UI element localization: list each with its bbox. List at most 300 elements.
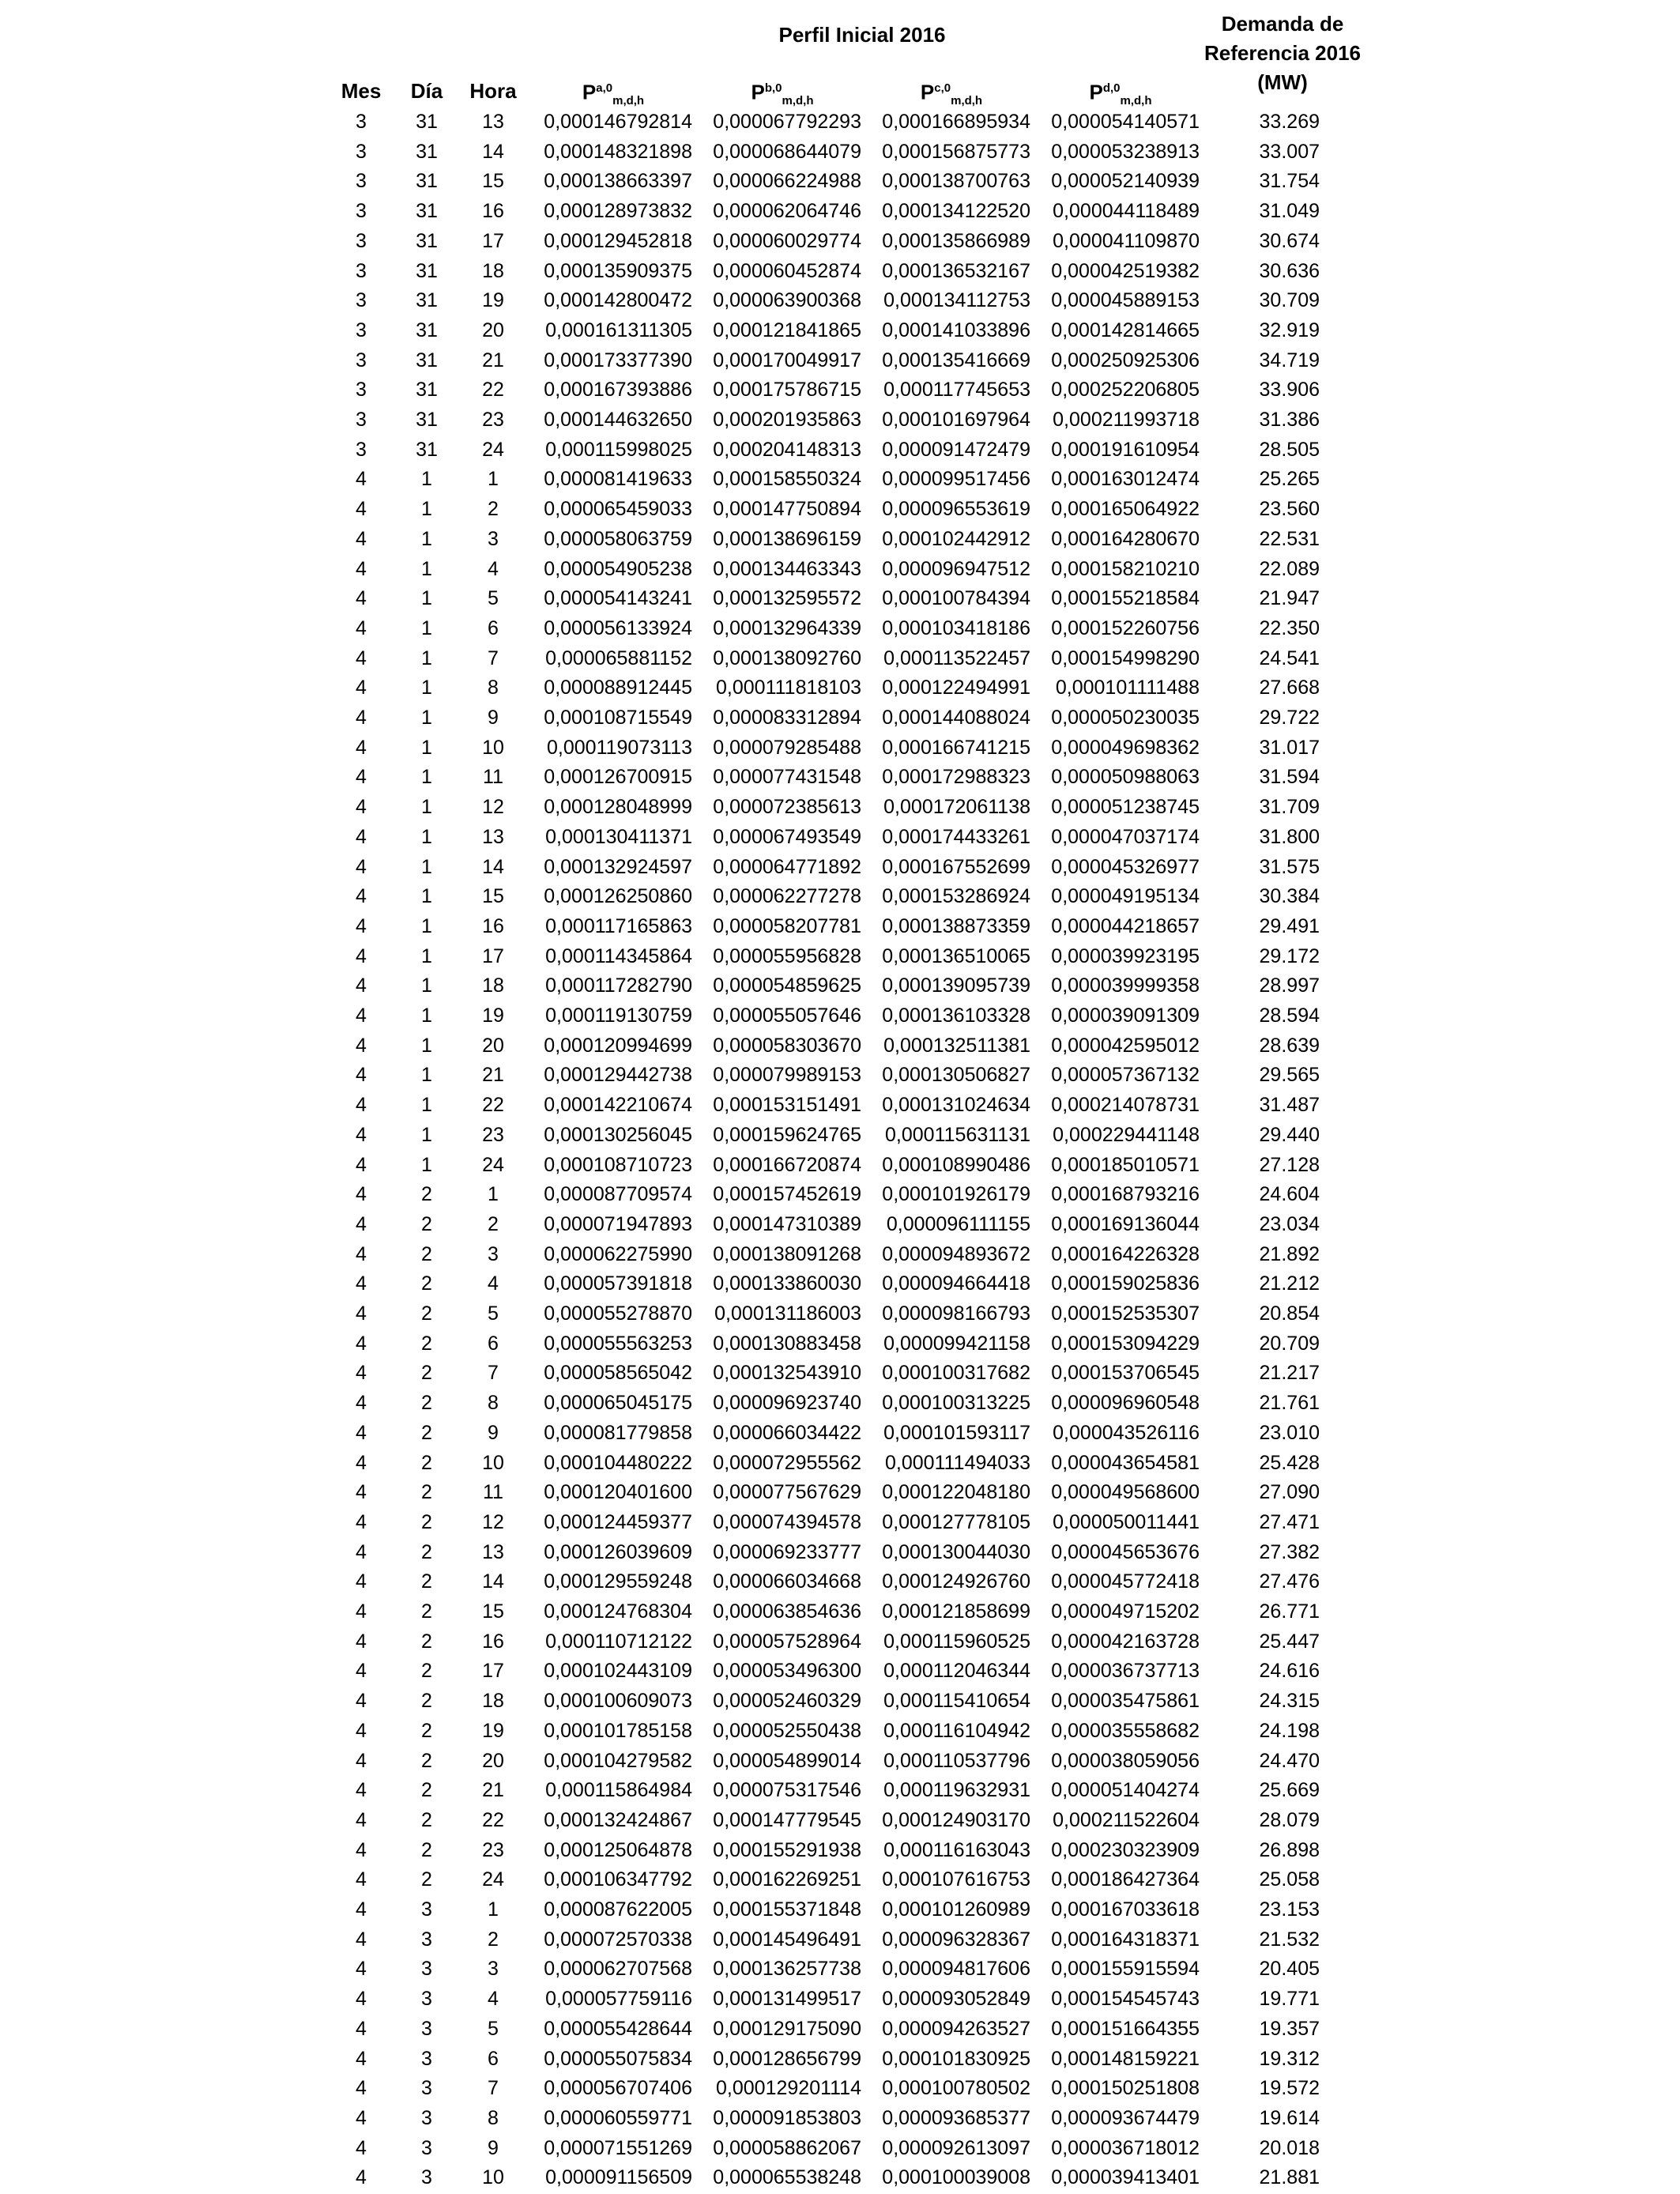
cell-hora: 10 [482, 1451, 504, 1474]
cell-hora: 7 [488, 647, 499, 669]
table-row [0, 227, 1680, 257]
cell-dia: 3 [421, 1928, 432, 1951]
cell-pb: 0,000060452874 [713, 259, 861, 282]
cell-hora: 8 [488, 2106, 499, 2129]
cell-pd: 0,000051404274 [1051, 1779, 1200, 1802]
cell-demanda: 19.771 [1259, 1988, 1320, 2011]
cell-pc: 0,000096328367 [882, 1928, 1030, 1951]
cell-pd: 0,000163012474 [1051, 468, 1200, 491]
cell-pd: 0,000039923195 [1051, 944, 1200, 967]
cell-demanda: 27.476 [1259, 1570, 1320, 1593]
cell-dia: 1 [421, 736, 432, 759]
cell-pd: 0,000049568600 [1051, 1481, 1200, 1504]
cell-hora: 19 [482, 1719, 504, 1742]
cell-hora: 14 [482, 855, 504, 878]
cell-pc: 0,000124926760 [882, 1570, 1030, 1593]
cell-hora: 16 [482, 914, 504, 937]
pb-symbol: P [751, 80, 765, 104]
cell-dia: 1 [421, 944, 432, 967]
cell-pc: 0,000115631131 [885, 1123, 1030, 1146]
cell-pa: 0,000144632650 [544, 409, 692, 431]
table-row [0, 1001, 1680, 1031]
cell-pd: 0,000155915594 [1051, 1958, 1200, 1981]
cell-pa: 0,000104480222 [544, 1451, 692, 1474]
pc-subscript: m,d,h [951, 93, 983, 107]
cell-demanda: 21.217 [1259, 1362, 1320, 1385]
table-row [0, 644, 1680, 674]
cell-pd: 0,000164226328 [1051, 1242, 1200, 1265]
cell-demanda: 30.636 [1259, 259, 1320, 282]
cell-pd: 0,000159025836 [1051, 1272, 1200, 1295]
cell-hora: 3 [488, 527, 499, 550]
cell-pa: 0,000065045175 [544, 1392, 692, 1415]
cell-demanda: 30.709 [1259, 289, 1320, 312]
table-row [0, 882, 1680, 912]
cell-pd: 0,000049698362 [1051, 736, 1200, 759]
cell-dia: 2 [421, 1332, 432, 1355]
cell-pa: 0,000146792814 [544, 111, 692, 133]
cell-pa: 0,000071551269 [544, 2136, 692, 2159]
cell-dia: 2 [421, 1481, 432, 1504]
cell-hora: 6 [488, 1332, 499, 1355]
cell-pb: 0,000072385613 [713, 796, 861, 819]
cell-pa: 0,000058063759 [544, 527, 692, 550]
cell-pa: 0,000148321898 [544, 140, 692, 163]
table-row [0, 555, 1680, 585]
cell-pc: 0,000096111155 [886, 1212, 1030, 1235]
cell-pa: 0,000167393886 [544, 379, 692, 401]
cell-hora: 8 [488, 1392, 499, 1415]
cell-demanda: 31.594 [1259, 766, 1320, 789]
cell-pb: 0,000155371848 [713, 1898, 861, 1921]
cell-pd: 0,000252206805 [1051, 379, 1200, 401]
cell-dia: 31 [416, 140, 438, 163]
cell-pa: 0,000120994699 [544, 1034, 692, 1057]
cell-dia: 3 [421, 2017, 432, 2040]
cell-pa: 0,000173377390 [544, 349, 692, 371]
cell-mes: 4 [356, 1928, 367, 1951]
cell-pd: 0,000167033618 [1051, 1898, 1200, 1921]
cell-pc: 0,000127778105 [882, 1510, 1030, 1533]
cell-demanda: 25.265 [1259, 468, 1320, 491]
cell-dia: 3 [421, 2166, 432, 2189]
cell-hora: 5 [488, 587, 499, 610]
cell-mes: 4 [356, 1719, 367, 1742]
table-row [0, 1031, 1680, 1061]
cell-pb: 0,000155291938 [713, 1838, 861, 1861]
cell-dia: 2 [421, 1362, 432, 1385]
cell-pb: 0,000145496491 [713, 1928, 861, 1951]
cell-hora: 11 [483, 766, 503, 789]
cell-demanda: 31.800 [1259, 825, 1320, 848]
cell-hora: 12 [482, 796, 504, 819]
cell-pd: 0,000054140571 [1051, 111, 1200, 133]
cell-pc: 0,000100780502 [882, 2077, 1030, 2100]
cell-pd: 0,000153094229 [1051, 1332, 1200, 1355]
cell-dia: 3 [421, 1988, 432, 2011]
cell-mes: 4 [356, 1183, 367, 1206]
table-row [0, 912, 1680, 942]
cell-hora: 2 [488, 1212, 499, 1235]
cell-pb: 0,000131186003 [714, 1302, 861, 1325]
cell-pc: 0,000101260989 [882, 1898, 1030, 1921]
cell-demanda: 24.198 [1259, 1719, 1320, 1742]
cell-pc: 0,000172988323 [882, 766, 1030, 789]
cell-pd: 0,000152260756 [1051, 616, 1200, 639]
cell-pb: 0,000067493549 [713, 825, 861, 848]
table-row [0, 495, 1680, 525]
cell-demanda: 26.771 [1259, 1600, 1320, 1623]
cell-hora: 21 [482, 349, 504, 371]
cell-pa: 0,000120401600 [544, 1481, 692, 1504]
cell-pd: 0,000154545743 [1051, 1988, 1200, 2011]
table-row [0, 763, 1680, 793]
table-row [0, 971, 1680, 1001]
cell-hora: 9 [488, 707, 499, 729]
cell-pb: 0,000091853803 [713, 2106, 861, 2129]
cell-pc: 0,000113522457 [883, 647, 1030, 669]
cell-demanda: 31.017 [1259, 736, 1320, 759]
cell-pc: 0,000124903170 [882, 1808, 1030, 1831]
cell-dia: 1 [421, 766, 432, 789]
cell-mes: 3 [356, 319, 367, 341]
table-row [0, 1687, 1680, 1717]
table-row [0, 823, 1680, 853]
cell-pd: 0,000049195134 [1051, 885, 1200, 908]
cell-pb: 0,000079989153 [713, 1064, 861, 1087]
cell-pc: 0,000100313225 [882, 1392, 1030, 1415]
cell-dia: 1 [421, 707, 432, 729]
cell-hora: 11 [483, 1481, 503, 1504]
cell-pb: 0,000066224988 [713, 170, 861, 193]
cell-pd: 0,000036718012 [1051, 2136, 1200, 2159]
cell-hora: 23 [482, 1838, 504, 1861]
cell-hora: 19 [482, 1005, 504, 1027]
cell-mes: 4 [356, 1421, 367, 1444]
cell-demanda: 34.719 [1259, 349, 1320, 371]
cell-pb: 0,000053496300 [713, 1660, 861, 1683]
table-row [0, 2074, 1680, 2104]
cell-pd: 0,000155218584 [1051, 587, 1200, 610]
cell-demanda: 25.428 [1259, 1451, 1320, 1474]
cell-mes: 3 [356, 349, 367, 371]
cell-demanda: 24.604 [1259, 1183, 1320, 1206]
cell-mes: 4 [356, 1570, 367, 1593]
cell-hora: 24 [482, 438, 504, 461]
demanda-header-line1: Demanda de [1221, 12, 1344, 36]
cell-pb: 0,000063854636 [713, 1600, 861, 1623]
pa-superscript: a,0 [596, 81, 613, 95]
cell-pb: 0,000138092760 [713, 647, 861, 669]
table-row [0, 1895, 1680, 1925]
cell-demanda: 27.382 [1259, 1540, 1320, 1563]
cell-mes: 4 [356, 647, 367, 669]
pd-subscript: m,d,h [1120, 93, 1152, 107]
cell-demanda: 27.668 [1259, 677, 1320, 699]
cell-pb: 0,000069233777 [713, 1540, 861, 1563]
table-row [0, 614, 1680, 644]
cell-dia: 1 [421, 1005, 432, 1027]
cell-hora: 13 [482, 111, 504, 133]
cell-pb: 0,000065538248 [713, 2166, 861, 2189]
cell-pd: 0,000164318371 [1051, 1928, 1200, 1951]
table-row [0, 1449, 1680, 1479]
cell-pb: 0,000079285488 [713, 736, 861, 759]
table-row [0, 1806, 1680, 1836]
cell-pa: 0,000115864984 [545, 1779, 692, 1802]
cell-pd: 0,000035558682 [1051, 1719, 1200, 1742]
cell-mes: 4 [356, 1272, 367, 1295]
cell-demanda: 23.034 [1259, 1212, 1320, 1235]
cell-dia: 2 [421, 1302, 432, 1325]
cell-pd: 0,000052140939 [1051, 170, 1200, 193]
cell-pc: 0,000100317682 [882, 1362, 1030, 1385]
cell-pb: 0,000063900368 [713, 289, 861, 312]
cell-pb: 0,000052460329 [713, 1690, 861, 1713]
cell-mes: 4 [356, 855, 367, 878]
cell-pa: 0,000087622005 [544, 1898, 692, 1921]
cell-pd: 0,000164280670 [1051, 527, 1200, 550]
cell-pc: 0,000108990486 [882, 1153, 1030, 1176]
cell-hora: 2 [488, 498, 499, 521]
cell-demanda: 19.572 [1259, 2077, 1320, 2100]
cell-hora: 22 [482, 379, 504, 401]
cell-dia: 3 [421, 2106, 432, 2129]
cell-mes: 4 [356, 587, 367, 610]
table-row [0, 1478, 1680, 1508]
cell-demanda: 28.079 [1259, 1808, 1320, 1831]
cell-pa: 0,000135909375 [544, 259, 692, 282]
cell-pd: 0,000047037174 [1051, 825, 1200, 848]
cell-pc: 0,000119632931 [883, 1779, 1030, 1802]
cell-pa: 0,000081419633 [544, 468, 692, 491]
table-row [0, 1180, 1680, 1210]
cell-pc: 0,000101593117 [883, 1421, 1030, 1444]
cell-pc: 0,000101830925 [882, 2047, 1030, 2070]
table-row [0, 853, 1680, 883]
cell-demanda: 20.709 [1259, 1332, 1320, 1355]
cell-hora: 15 [482, 170, 504, 193]
cell-demanda: 31.487 [1259, 1094, 1320, 1117]
cell-pa: 0,000125064878 [544, 1838, 692, 1861]
cell-demanda: 23.010 [1259, 1421, 1320, 1444]
table-row [0, 703, 1680, 733]
cell-pa: 0,000055428644 [544, 2017, 692, 2040]
cell-pc: 0,000099421158 [883, 1332, 1030, 1355]
cell-demanda: 21.532 [1259, 1928, 1320, 1951]
cell-hora: 18 [482, 259, 504, 282]
cell-pa: 0,000129559248 [544, 1570, 692, 1593]
cell-pd: 0,000039091309 [1051, 1005, 1200, 1027]
cell-pd: 0,000044118489 [1053, 200, 1200, 223]
cell-dia: 1 [421, 1153, 432, 1176]
cell-pa: 0,000132924597 [544, 855, 692, 878]
cell-pc: 0,000094263527 [882, 2017, 1030, 2040]
cell-pd: 0,000044218657 [1051, 914, 1200, 937]
cell-pd: 0,000051238745 [1051, 796, 1200, 819]
cell-hora: 21 [482, 1779, 504, 1802]
cell-pc: 0,000153286924 [882, 885, 1030, 908]
cell-mes: 4 [356, 885, 367, 908]
cell-pb: 0,000111818103 [716, 677, 861, 699]
cell-pc: 0,000094893672 [882, 1242, 1030, 1265]
table-row [0, 1747, 1680, 1777]
cell-dia: 2 [421, 1212, 432, 1235]
cell-mes: 4 [356, 1302, 367, 1325]
cell-pa: 0,000130256045 [544, 1123, 692, 1146]
cell-dia: 1 [421, 557, 432, 580]
cell-hora: 18 [482, 1690, 504, 1713]
pb-superscript: b,0 [764, 81, 782, 95]
cell-pa: 0,000119073113 [547, 736, 692, 759]
cell-demanda: 19.614 [1259, 2106, 1320, 2129]
cell-pb: 0,000121841865 [713, 319, 861, 341]
cell-pc: 0,000138700763 [882, 170, 1030, 193]
cell-mes: 4 [356, 825, 367, 848]
cell-demanda: 31.709 [1259, 796, 1320, 819]
cell-pb: 0,000054899014 [713, 1749, 861, 1772]
table-row [0, 1329, 1680, 1359]
cell-pd: 0,000039413401 [1051, 2166, 1200, 2189]
cell-mes: 4 [356, 2166, 367, 2189]
cell-mes: 4 [356, 1481, 367, 1504]
cell-demanda: 25.058 [1259, 1868, 1320, 1891]
cell-hora: 19 [482, 289, 504, 312]
cell-dia: 2 [421, 1392, 432, 1415]
table-row [0, 197, 1680, 227]
table-row [0, 257, 1680, 287]
cell-pc: 0,000092613097 [882, 2136, 1030, 2159]
cell-demanda: 20.405 [1259, 1958, 1320, 1981]
cell-pb: 0,000062064746 [713, 200, 861, 223]
demanda-header-line2: Referencia 2016 [1203, 41, 1362, 65]
table-row [0, 1508, 1680, 1538]
cell-pa: 0,000114345864 [545, 944, 692, 967]
cell-dia: 3 [421, 2136, 432, 2159]
cell-pb: 0,000175786715 [713, 379, 861, 401]
cell-pb: 0,000055057646 [713, 1005, 861, 1027]
cell-mes: 4 [356, 1660, 367, 1683]
cell-dia: 1 [421, 855, 432, 878]
cell-demanda: 24.541 [1259, 647, 1320, 669]
cell-mes: 3 [356, 229, 367, 252]
cell-pb: 0,000064771892 [713, 855, 861, 878]
cell-demanda: 30.674 [1259, 229, 1320, 252]
table-row [0, 1061, 1680, 1091]
cell-pc: 0,000130044030 [882, 1540, 1030, 1563]
cell-dia: 31 [416, 229, 438, 252]
cell-pa: 0,000065881152 [545, 647, 692, 669]
cell-pd: 0,000045772418 [1051, 1570, 1200, 1593]
cell-pc: 0,000130506827 [882, 1064, 1030, 1087]
cell-demanda: 33.906 [1259, 379, 1320, 401]
cell-mes: 4 [356, 1242, 367, 1265]
cell-mes: 4 [356, 1808, 367, 1831]
cell-pc: 0,000115960525 [883, 1630, 1030, 1653]
cell-hora: 22 [482, 1808, 504, 1831]
cell-pa: 0,000130411371 [545, 825, 692, 848]
cell-pc: 0,000098166793 [882, 1302, 1030, 1325]
cell-mes: 4 [356, 914, 367, 937]
cell-pc: 0,000167552699 [882, 855, 1030, 878]
table-row [0, 1359, 1680, 1389]
cell-hora: 4 [488, 557, 499, 580]
cell-pb: 0,000153151491 [713, 1094, 861, 1117]
cell-pc: 0,000172061138 [883, 796, 1030, 819]
cell-demanda: 19.312 [1259, 2047, 1320, 2070]
cell-dia: 1 [421, 468, 432, 491]
cell-pc: 0,000174433261 [882, 825, 1030, 848]
cell-pb: 0,000129175090 [713, 2017, 861, 2040]
table-row [0, 1269, 1680, 1299]
cell-pb: 0,000052550438 [713, 1719, 861, 1742]
table-row [0, 1776, 1680, 1806]
cell-hora: 13 [482, 825, 504, 848]
cell-hora: 6 [488, 2047, 499, 2070]
cell-pa: 0,000115998025 [545, 438, 692, 461]
cell-pa: 0,000055278870 [544, 1302, 692, 1325]
cell-pc: 0,000121858699 [882, 1600, 1030, 1623]
cell-dia: 2 [421, 1510, 432, 1533]
cell-dia: 2 [421, 1540, 432, 1563]
cell-pb: 0,000162269251 [713, 1868, 861, 1891]
cell-dia: 1 [421, 647, 432, 669]
cell-pc: 0,000131024634 [882, 1094, 1030, 1117]
cell-dia: 31 [416, 379, 438, 401]
cell-pb: 0,000068644079 [713, 140, 861, 163]
cell-mes: 4 [356, 2047, 367, 2070]
cell-hora: 5 [488, 2017, 499, 2040]
cell-hora: 17 [482, 1660, 504, 1683]
cell-hora: 14 [482, 140, 504, 163]
cell-demanda: 33.269 [1259, 111, 1320, 133]
table-row [0, 1567, 1680, 1597]
cell-dia: 2 [421, 1749, 432, 1772]
cell-dia: 2 [421, 1838, 432, 1861]
cell-mes: 4 [356, 1749, 367, 1772]
cell-pc: 0,000116163043 [883, 1838, 1030, 1861]
cell-dia: 2 [421, 1779, 432, 1802]
cell-pc: 0,000093052849 [882, 1988, 1030, 2011]
pc-symbol: P [920, 80, 935, 104]
table-row [0, 1151, 1680, 1181]
cell-pa: 0,000117165863 [545, 914, 692, 937]
cell-demanda: 33.007 [1259, 140, 1320, 163]
cell-pb: 0,000083312894 [713, 707, 861, 729]
cell-dia: 2 [421, 1808, 432, 1831]
cell-pb: 0,000132595572 [713, 587, 861, 610]
cell-hora: 10 [482, 2166, 504, 2189]
cell-pa: 0,000056707406 [544, 2077, 692, 2100]
cell-pb: 0,000138696159 [713, 527, 861, 550]
cell-dia: 2 [421, 1570, 432, 1593]
cell-pc: 0,000096947512 [882, 557, 1030, 580]
cell-mes: 4 [356, 1838, 367, 1861]
cell-pc: 0,000132511381 [883, 1034, 1030, 1057]
cell-pb: 0,000147779545 [713, 1808, 861, 1831]
cell-pa: 0,000126250860 [544, 885, 692, 908]
cell-hora: 15 [482, 1600, 504, 1623]
cell-mes: 4 [356, 527, 367, 550]
cell-pd: 0,000150251808 [1051, 2077, 1200, 2100]
pa-symbol: P [582, 80, 597, 104]
cell-hora: 15 [482, 885, 504, 908]
cell-pa: 0,000106347792 [544, 1868, 692, 1891]
cell-pa: 0,000108710723 [544, 1153, 692, 1176]
cell-pd: 0,000041109870 [1053, 229, 1200, 252]
cell-hora: 24 [482, 1153, 504, 1176]
cell-pd: 0,000050230035 [1051, 707, 1200, 729]
